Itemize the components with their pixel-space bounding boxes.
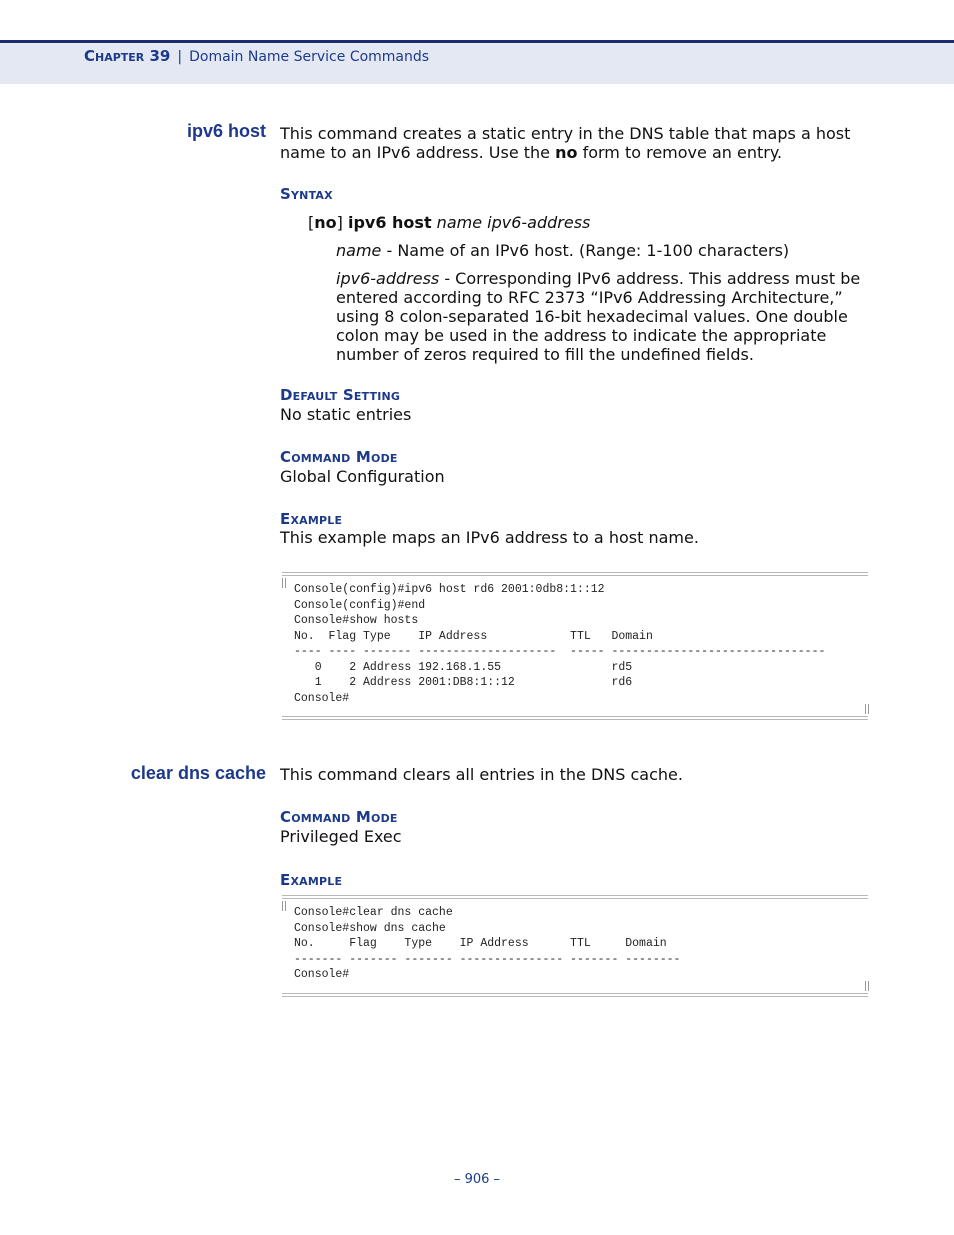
chapter-label: Chapter 39 — [84, 47, 171, 65]
command-title-clear-dns-cache: clear dns cache — [130, 763, 266, 783]
param-name-desc: - Name of an IPv6 host. (Range: 1-100 characters) — [381, 241, 790, 260]
command-mode-value-2: Privileged Exec — [280, 827, 402, 846]
param-ipv6-desc: - Corresponding IPv6 address. This address must be entered according to RFC 2373 “IPv6 Addressing Architecture,” using 8 colon-separated 16-bit hexadecimal values. One double colon may be used in the address to indicate the appropriate number of zeros required to fill the undefined fields. — [336, 269, 861, 364]
syntax-bracket-close: ] — [336, 213, 348, 232]
code-text-2: Console#clear dns cache Console#show dns cache No. Flag Type IP Address TTL Domain ------- ------- ------- --------------- ------- -------- Console# — [294, 906, 681, 981]
syntax-line — [308, 213, 590, 232]
page-number: – 906 – — [453, 1172, 501, 1187]
command-mode-heading-2: Command Mode — [280, 808, 398, 826]
param-ipv6-address — [336, 269, 866, 364]
example-heading: Example — [280, 510, 343, 528]
syntax-no: no — [314, 213, 337, 232]
page-header — [0, 40, 954, 84]
desc-no-keyword: no — [555, 143, 578, 162]
desc-part-b: form to remove an entry. — [577, 143, 783, 162]
syntax-command: ipv6 host — [347, 213, 432, 232]
code-example-ipv6-host — [282, 572, 868, 720]
chapter-title: Domain Name Service Commands — [189, 49, 430, 65]
command-title-ipv6-host: ipv6 host — [186, 121, 266, 141]
header-separator: | — [177, 49, 183, 65]
command-mode-value: Global Configuration — [280, 467, 445, 486]
param-ipv6-term: ipv6-address — [336, 269, 440, 288]
default-setting-value: No static entries — [280, 405, 412, 424]
code-text: Console(config)#ipv6 host rd6 2001:0db8:1::12 Console(config)#end Console#show hosts No. Flag Type IP Address TTL Domain ---- ---- ------- -------------------- ----- ------------------------------- 0 2 Address 192.168.1.55 rd5 1 2 Address 2001:DB8:1::12 rd6 Console# — [294, 583, 826, 705]
param-name — [336, 241, 866, 260]
desc-part-a: This command creates a static entry in the DNS table that maps a host name to an IPv6 address. Use the — [280, 124, 851, 162]
ipv6-host-description — [280, 124, 870, 162]
command-mode-heading: Command Mode — [280, 448, 398, 466]
syntax-bracket-open: [ — [308, 213, 315, 232]
code-example-clear-dns — [282, 895, 868, 997]
example-heading-2: Example — [280, 871, 343, 889]
clear-dns-description: This command clears all entries in the DNS cache. — [280, 765, 683, 784]
syntax-args: name ipv6-address — [431, 213, 591, 232]
example-description: This example maps an IPv6 address to a host name. — [280, 528, 699, 547]
param-name-term: name — [336, 241, 382, 260]
syntax-heading: Syntax — [280, 185, 333, 203]
default-setting-heading: Default Setting — [280, 386, 401, 404]
header-text — [84, 47, 429, 65]
